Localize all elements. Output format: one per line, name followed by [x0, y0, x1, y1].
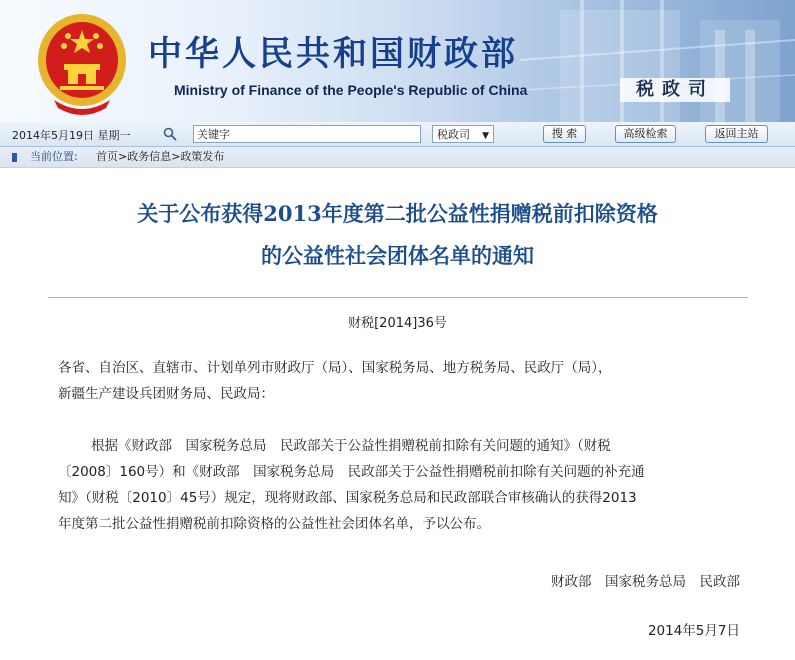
breadcrumb-policy[interactable]: 政策发布 — [180, 150, 225, 163]
chevron-down-icon: ▼ — [482, 131, 489, 141]
search-button[interactable]: 搜 索 — [543, 125, 586, 143]
body-line: 根据《财政部 国家税务总局 民政部关于公益性捐赠税前扣除有关问题的通知》（财税 — [91, 438, 611, 454]
article-title-line-1: 关于公布获得2013年度第二批公益性捐赠税前扣除资格 — [137, 201, 658, 226]
body-line: 〔2008〕160号）和《财政部 国家税务总局 民政部关于公益性捐赠税前扣除有关问题的补充通 — [58, 464, 645, 480]
breadcrumb-separator: > — [118, 150, 128, 163]
breadcrumb-gov-info[interactable]: 政务信息 — [127, 150, 172, 163]
search-scope-value: 税政司 — [437, 128, 470, 141]
addressee-paragraph — [58, 355, 612, 407]
breadcrumb — [0, 147, 795, 168]
addressee-line: 各省、自治区、直辖市、计划单列市财政厅（局）、国家税务局、地方税务局、民政厅（局）， — [58, 360, 612, 376]
breadcrumb-separator: > — [171, 150, 181, 163]
national-emblem-icon — [34, 8, 130, 118]
search-input[interactable] — [193, 125, 421, 143]
home-button[interactable]: 返回主站 — [705, 125, 768, 143]
advanced-search-button[interactable]: 高级检索 — [615, 125, 676, 143]
document-number: 财税[2014]36号 — [348, 316, 447, 331]
signatories: 财政部 国家税务总局 民政部 — [551, 574, 740, 590]
body-line: 知》（财税〔2010〕45号）规定，现将财政部、国家税务总局和民政部联合审核确认的获得2013 — [58, 490, 637, 506]
issue-date: 2014年5月7日 — [647, 623, 740, 639]
site-banner — [0, 0, 795, 122]
breadcrumb-home[interactable]: 首页 — [96, 150, 118, 163]
building-graphic — [520, 0, 795, 122]
breadcrumb-marker-icon — [12, 153, 17, 162]
department-label: 税政司 — [620, 78, 730, 102]
breadcrumb-path — [96, 147, 224, 167]
search-toolbar — [0, 122, 795, 147]
current-date: 2014年5月19日 星期一 — [12, 129, 131, 142]
site-title: 中华人民共和国财政部 — [148, 34, 518, 74]
title-divider — [48, 297, 748, 298]
body-paragraph — [58, 433, 645, 537]
article-title-line-2: 的公益性社会团体名单的通知 — [261, 243, 534, 268]
addressee-line: 新疆生产建设兵团财务局、民政局： — [58, 386, 274, 402]
search-scope-select[interactable] — [432, 125, 494, 143]
site-title-english: Ministry of Finance of the People's Republic of China — [174, 82, 528, 98]
search-icon — [163, 127, 177, 141]
breadcrumb-label: 当前位置: — [30, 150, 78, 163]
body-line: 年度第二批公益性捐赠税前扣除资格的公益性社会团体名单，予以公布。 — [58, 516, 490, 532]
